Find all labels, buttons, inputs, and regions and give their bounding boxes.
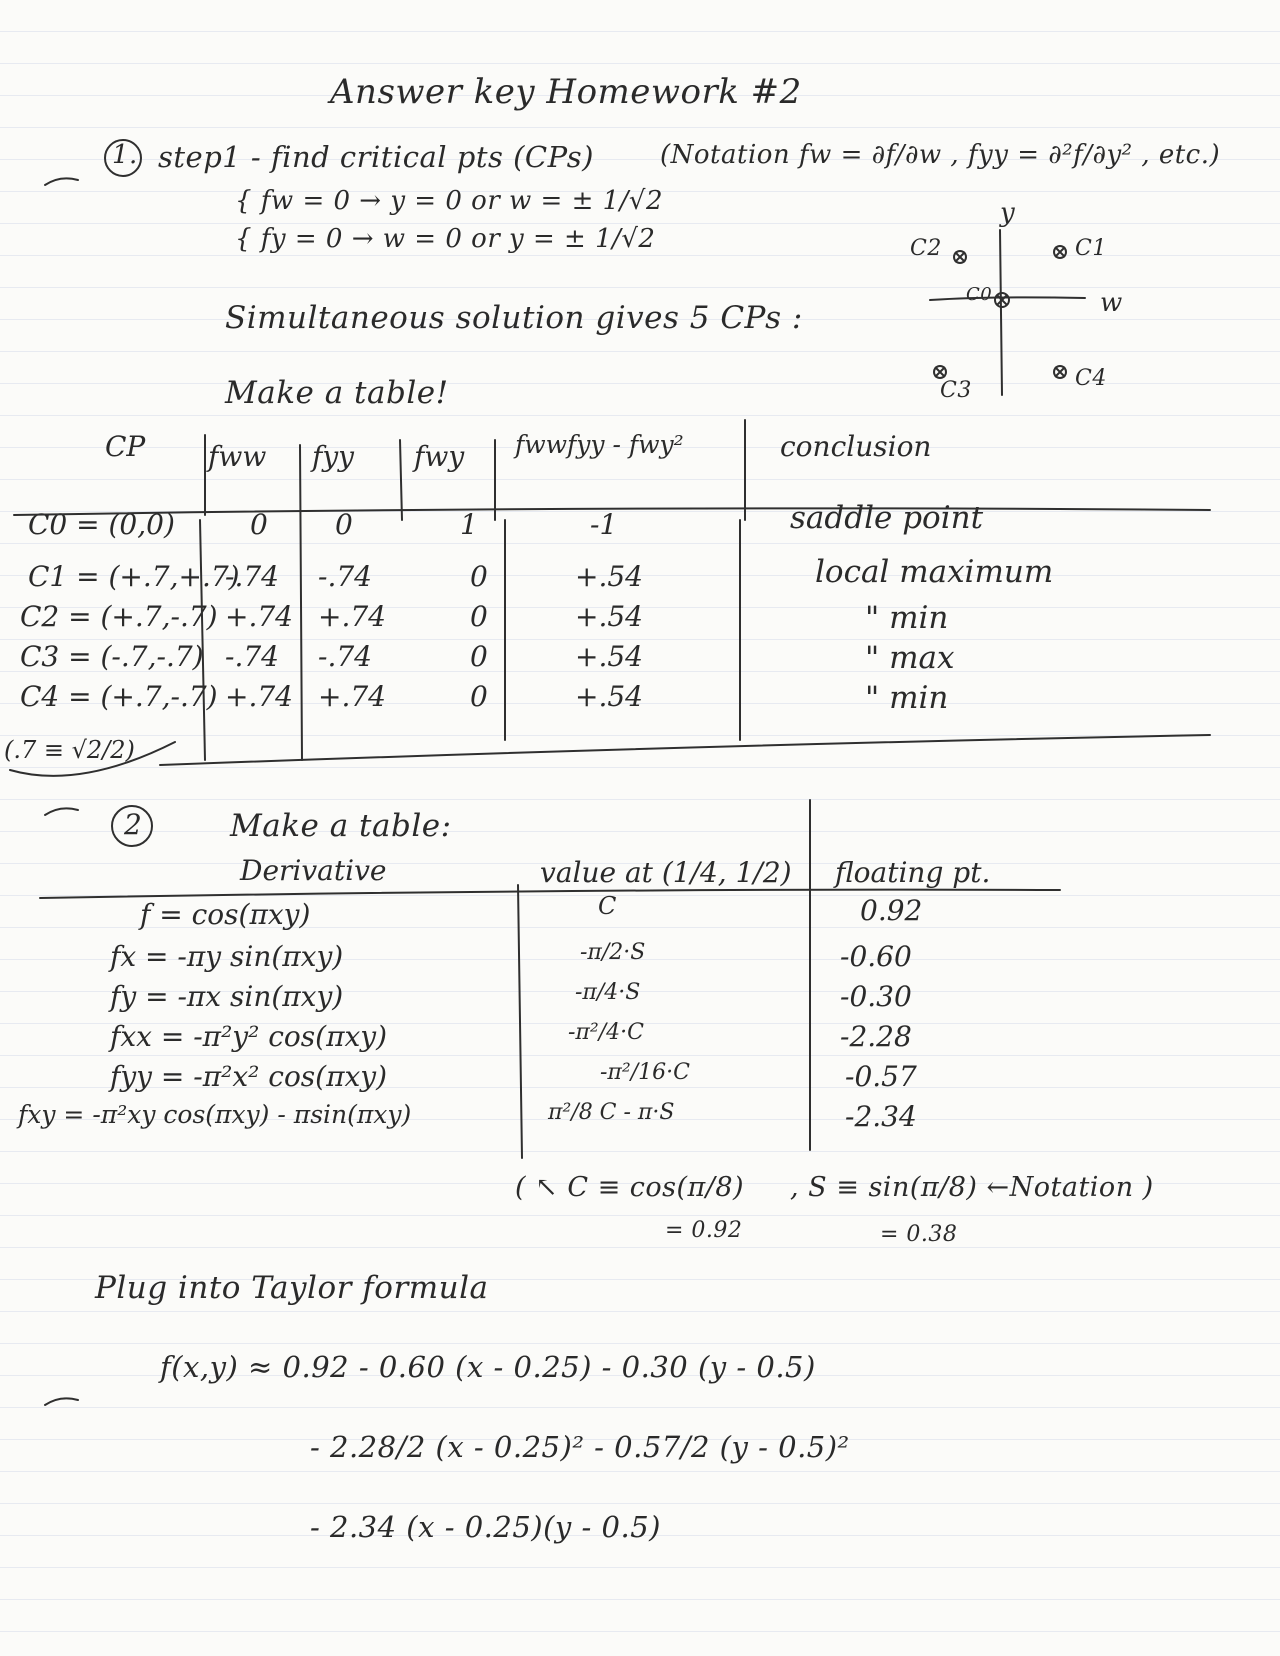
- table2-top-rule: [40, 890, 1060, 898]
- derivative-float: -0.30: [840, 980, 912, 1013]
- discriminant-value: +.54: [575, 640, 643, 673]
- problem-1-number: 1.: [112, 140, 138, 170]
- discriminant-value: -1: [590, 508, 618, 541]
- derivative-expr: fx = -πy sin(πxy): [110, 940, 344, 973]
- table1-header-cp: CP: [105, 430, 146, 463]
- simultaneous-solution: Simultaneous solution gives 5 CPs :: [225, 300, 803, 336]
- cp-label: C1 = (+.7,+.7): [28, 560, 240, 593]
- fww-value: 0: [250, 508, 268, 541]
- taylor-heading: Plug into Taylor formula: [95, 1270, 489, 1306]
- table1-top-rule: [14, 508, 1210, 515]
- table1-header-fwy: fwy: [414, 440, 465, 473]
- taylor-line-3: - 2.34 (x - 0.25)(y - 0.5): [310, 1510, 661, 1544]
- conclusion-value: " min: [865, 680, 949, 716]
- derivative-float: -0.57: [845, 1060, 917, 1093]
- derivative-float: -0.60: [840, 940, 912, 973]
- derivative-value: -π/2·S: [580, 940, 646, 965]
- fww-value: +.74: [225, 680, 293, 713]
- derivative-expr: f = cos(πxy): [140, 898, 311, 931]
- fwy-value: 0: [470, 560, 488, 593]
- problem-2-number: 2: [124, 808, 143, 841]
- notation-cos: ( ↖ C ≡ cos(π/8): [515, 1172, 745, 1203]
- problem-1-step: step1 - find critical pts (CPs): [158, 140, 594, 174]
- derivative-float: -2.28: [840, 1020, 912, 1053]
- cp-label: C3 = (-.7,-.7): [20, 640, 204, 673]
- sketch-axis-y: y: [1000, 198, 1016, 228]
- table1-footnote: (.7 ≡ √2/2): [4, 736, 135, 764]
- sketch-axis-w: w: [1100, 288, 1123, 318]
- taylor-line-2: - 2.28/2 (x - 0.25)² - 0.57/2 (y - 0.5)²: [310, 1430, 850, 1464]
- table1-bottom-rule: [160, 735, 1210, 765]
- derivative-value: -π²/4·C: [568, 1020, 644, 1045]
- sketch-label-c1: C1: [1075, 236, 1107, 261]
- problem-2-circle: [112, 806, 152, 846]
- fyy-value: 0: [335, 508, 353, 541]
- derivative-expr: fxy = -π²xy cos(πxy) - πsin(πxy): [18, 1100, 412, 1129]
- notation-cos-value: = 0.92: [665, 1218, 743, 1243]
- discriminant-value: +.54: [575, 680, 643, 713]
- fwy-value: 0: [470, 640, 488, 673]
- fwy-value: 0: [470, 600, 488, 633]
- derivative-float: -2.34: [845, 1100, 917, 1133]
- fyy-value: +.74: [318, 680, 386, 713]
- fwy-value: 0: [470, 680, 488, 713]
- notation-sin: , S ≡ sin(π/8) ←Notation ): [790, 1172, 1154, 1203]
- fyy-value: +.74: [318, 600, 386, 633]
- sketch-y-axis: [1000, 230, 1002, 395]
- discriminant-value: +.54: [575, 560, 643, 593]
- problem-1-notation: (Notation fw = ∂f/∂w , fyy = ∂²f/∂y² , etc.): [660, 140, 1221, 170]
- conclusion-value: local maximum: [815, 554, 1054, 590]
- notation-sin-value: = 0.38: [880, 1222, 958, 1247]
- table1-header-conclusion: conclusion: [780, 430, 932, 463]
- sketch-label-c2: C2: [910, 236, 942, 261]
- table1-header-fww: fww: [208, 440, 267, 473]
- derivative-float: 0.92: [860, 894, 923, 927]
- table2-header-floating: floating pt.: [835, 856, 991, 889]
- table2-header-derivative: Derivative: [240, 854, 387, 887]
- fyy-value: -.74: [318, 640, 372, 673]
- sketch-label-c3: C3: [940, 378, 972, 403]
- conclusion-value: " min: [865, 600, 949, 636]
- cp-label: C0 = (0,0): [28, 508, 175, 541]
- sketch-label-c4: C4: [1075, 366, 1107, 391]
- derivative-expr: fyy = -π²x² cos(πxy): [110, 1060, 388, 1093]
- derivative-value: C: [598, 892, 617, 920]
- equation-fy: { fy = 0 → w = 0 or y = ± 1/√2: [235, 224, 656, 254]
- page-title: Answer key Homework #2: [330, 72, 802, 112]
- cp-label: C2 = (+.7,-.7): [20, 600, 218, 633]
- table2-header-value: value at (1/4, 1/2): [540, 856, 792, 889]
- problem-1-circle: [105, 140, 141, 176]
- derivative-value: -π/4·S: [575, 980, 641, 1005]
- derivative-expr: fxx = -π²y² cos(πxy): [110, 1020, 388, 1053]
- taylor-line-1: f(x,y) ≈ 0.92 - 0.60 (x - 0.25) - 0.30 (y - 0.5): [160, 1350, 816, 1384]
- make-table-2: Make a table:: [230, 808, 452, 844]
- fww-value: -.74: [225, 560, 279, 593]
- table1-header-discriminant: fwwfyy - fwy²: [515, 430, 684, 459]
- derivative-expr: fy = -πx sin(πxy): [110, 980, 344, 1013]
- fyy-value: -.74: [318, 560, 372, 593]
- sketch-label-c0: C0: [966, 284, 993, 305]
- conclusion-value: saddle point: [790, 500, 984, 536]
- conclusion-value: " max: [865, 640, 955, 676]
- fww-value: +.74: [225, 600, 293, 633]
- derivative-value: -π²/16·C: [600, 1060, 690, 1085]
- fwy-value: 1: [460, 508, 478, 541]
- make-table-1: Make a table!: [225, 375, 449, 411]
- fww-value: -.74: [225, 640, 279, 673]
- sketch-w-axis: [930, 297, 1085, 300]
- equation-fw: { fw = 0 → y = 0 or w = ± 1/√2: [235, 186, 664, 216]
- table1-header-fyy: fyy: [312, 440, 354, 473]
- cp-label: C4 = (+.7,-.7): [20, 680, 218, 713]
- derivative-value: π²/8 C - π·S: [548, 1100, 675, 1125]
- discriminant-value: +.54: [575, 600, 643, 633]
